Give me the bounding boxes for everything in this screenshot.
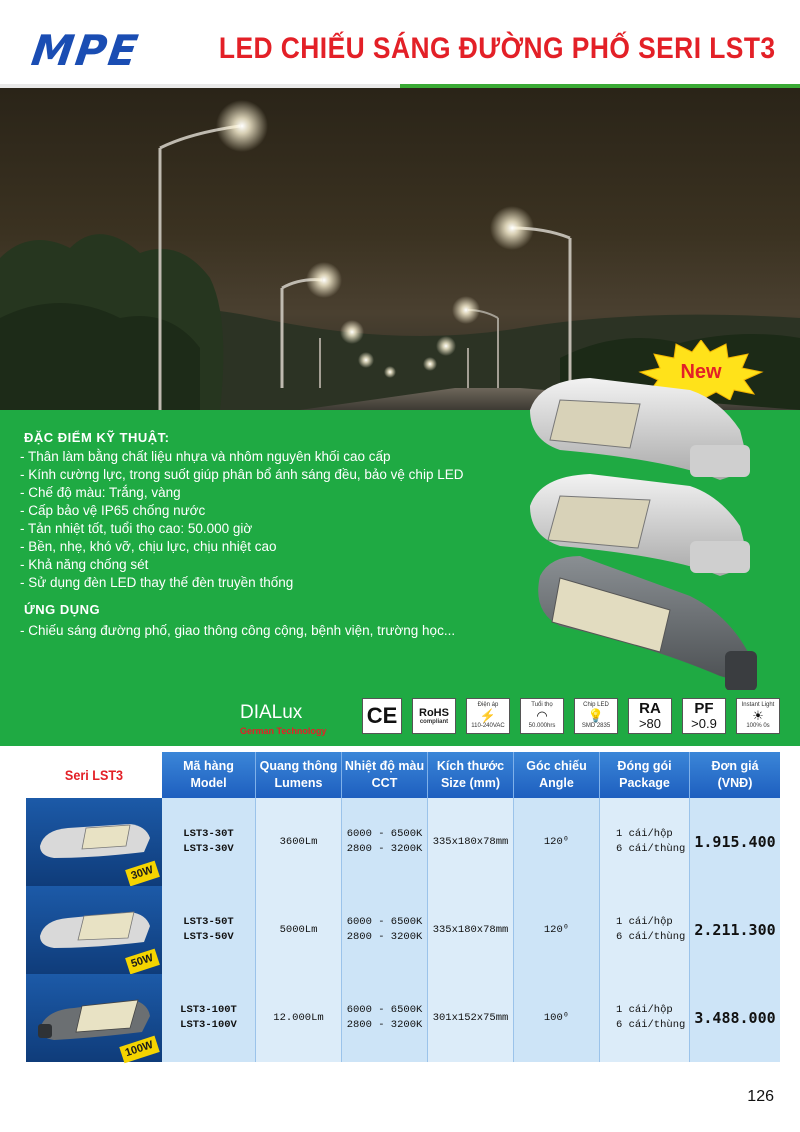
ce-mark-badge bbox=[362, 698, 402, 734]
cct-cell bbox=[342, 798, 428, 886]
size-cell: 335x180x78mm bbox=[428, 798, 514, 886]
package-cell bbox=[600, 886, 690, 974]
package-cell bbox=[600, 798, 690, 886]
price-cell: 3.488.000 bbox=[690, 974, 780, 1062]
lumens-cell: 5000Lm bbox=[256, 886, 342, 974]
column-header-vi: Góc chiếu bbox=[526, 759, 587, 773]
page-title: LED CHIẾU SÁNG ĐƯỜNG PHỐ SERI LST3 bbox=[219, 32, 776, 65]
column-header-vi: Nhiệt độ màu bbox=[344, 759, 425, 773]
sun-icon: ☀ bbox=[752, 708, 764, 723]
page-header bbox=[0, 0, 800, 88]
angle-cell: 120⁰ bbox=[514, 886, 600, 974]
column-header-vi: Đơn giá bbox=[711, 759, 759, 773]
model-code: LST3-50T bbox=[183, 916, 234, 928]
cct-cell bbox=[342, 886, 428, 974]
table-row bbox=[26, 798, 780, 886]
package-value: 1 cái/hộp bbox=[616, 828, 673, 840]
package-value: 6 cái/thùng bbox=[616, 931, 686, 943]
instant-light-badge bbox=[736, 698, 780, 734]
spec-list bbox=[20, 448, 463, 592]
price-cell: 2.211.300 bbox=[690, 886, 780, 974]
voltage-label: Điện áp bbox=[477, 702, 499, 708]
rohs-label: RoHS bbox=[419, 706, 449, 719]
ra-value: >80 bbox=[638, 716, 662, 731]
list-item: - Sử dụng đèn LED thay thế đèn truyền thống bbox=[20, 575, 294, 590]
cct-value: 2800 - 3200K bbox=[346, 931, 423, 943]
column-header-vi: Đóng gói bbox=[617, 759, 672, 773]
column-header-en: Angle bbox=[539, 776, 574, 790]
model-cell bbox=[162, 886, 256, 974]
application-list bbox=[20, 622, 455, 640]
column-header-cct bbox=[342, 752, 428, 798]
model-cell bbox=[162, 974, 256, 1062]
table-header bbox=[26, 752, 780, 798]
lamp-thumbnail-icon bbox=[34, 812, 154, 872]
column-header-size bbox=[428, 752, 514, 798]
wattage-tag: 100W bbox=[120, 1036, 160, 1064]
price-cell: 1.915.400 bbox=[690, 798, 780, 886]
list-item: - Kính cường lực, trong suốt giúp phân bổ ánh sáng đều, bảo vệ chip LED bbox=[20, 467, 464, 482]
column-header-vi: Mã hàng bbox=[183, 759, 234, 773]
model-code: LST3-100T bbox=[180, 1004, 237, 1016]
spec-heading: ĐẶC ĐIỂM KỸ THUẬT: bbox=[24, 430, 170, 445]
package-value: 6 cái/thùng bbox=[616, 1019, 686, 1031]
cct-value: 2800 - 3200K bbox=[346, 843, 423, 855]
chip-led-badge bbox=[574, 698, 618, 734]
lumens-cell: 12.000Lm bbox=[256, 974, 342, 1062]
lifetime-value: 50.000hrs bbox=[528, 723, 556, 729]
lamp-thumbnail-icon bbox=[34, 900, 154, 960]
brand-logo: MPE bbox=[28, 26, 143, 75]
list-item: - Tản nhiệt tốt, tuổi thọ cao: 50.000 giờ bbox=[20, 521, 253, 536]
lamp-30w-illustration bbox=[530, 378, 750, 480]
product-thumbnail bbox=[26, 886, 162, 974]
list-item: - Bền, nhẹ, khó vỡ, chịu lực, chịu nhiệt cao bbox=[20, 539, 277, 554]
angle-cell: 120⁰ bbox=[514, 798, 600, 886]
chip-led-label: Chip LED bbox=[583, 702, 609, 708]
column-header-lumens bbox=[256, 752, 342, 798]
cct-value: 6000 - 6500K bbox=[346, 1004, 423, 1016]
cct-value: 6000 - 6500K bbox=[346, 916, 423, 928]
cct-value: 2800 - 3200K bbox=[346, 1019, 423, 1031]
pf-label: PF bbox=[694, 700, 714, 717]
gauge-icon: ◠ bbox=[536, 708, 548, 723]
list-item: - Chế độ màu: Trắng, vàng bbox=[20, 485, 181, 500]
column-header-vi: Kích thước bbox=[436, 759, 505, 773]
size-cell: 335x180x78mm bbox=[428, 886, 514, 974]
voltage-value: 110-240VAC bbox=[471, 723, 505, 729]
package-cell bbox=[600, 974, 690, 1062]
column-header-model bbox=[162, 752, 256, 798]
wattage-tag: 50W bbox=[125, 949, 159, 975]
lifetime-label: Tuổi thọ bbox=[531, 702, 553, 708]
model-cell bbox=[162, 798, 256, 886]
ra-badge bbox=[628, 698, 672, 734]
list-item: - Thân làm bằng chất liệu nhựa và nhôm nguyên khối cao cấp bbox=[20, 449, 391, 464]
rohs-sublabel: compliant bbox=[419, 718, 449, 725]
column-header-en: Package bbox=[619, 776, 670, 790]
package-value: 1 cái/hộp bbox=[616, 1004, 673, 1016]
column-header-angle bbox=[514, 752, 600, 798]
instant-light-value: 100% 0s bbox=[746, 723, 770, 729]
lamp-thumbnail-icon bbox=[34, 988, 154, 1048]
size-cell: 301x152x75mm bbox=[428, 974, 514, 1062]
pf-value: >0.9 bbox=[691, 716, 717, 731]
model-code: LST3-30V bbox=[183, 843, 234, 855]
new-badge-label: New bbox=[680, 361, 722, 383]
list-item: - Chiếu sáng đường phố, giao thông công cộng, bệnh viện, trường học... bbox=[20, 623, 456, 638]
certification-badges bbox=[230, 688, 800, 744]
model-code: LST3-50V bbox=[183, 931, 234, 943]
table-row bbox=[26, 886, 780, 974]
list-item: - Khả năng chống sét bbox=[20, 557, 149, 572]
product-lamps-illustration bbox=[520, 370, 800, 690]
column-header-vi: Quang thông bbox=[259, 759, 338, 773]
model-code: LST3-100V bbox=[180, 1019, 237, 1031]
product-thumbnail bbox=[26, 974, 162, 1062]
table-row bbox=[26, 974, 780, 1062]
cct-cell bbox=[342, 974, 428, 1062]
column-header-package bbox=[600, 752, 690, 798]
application-heading: ỨNG DỤNG bbox=[24, 602, 101, 617]
wattage-tag: 30W bbox=[125, 861, 159, 887]
column-header-en: Model bbox=[190, 776, 227, 790]
column-header-en: (VNĐ) bbox=[717, 776, 753, 790]
list-item: - Cấp bảo vệ IP65 chống nước bbox=[20, 503, 206, 518]
chip-led-value: SMD 2835 bbox=[581, 723, 611, 729]
pf-badge bbox=[682, 698, 726, 734]
lamp-100w-illustration bbox=[538, 556, 757, 690]
lightning-icon: ⚡ bbox=[479, 708, 497, 723]
lumens-cell: 3600Lm bbox=[256, 798, 342, 886]
dialux-logo: DIALux bbox=[240, 702, 303, 723]
dialux-subtitle: German Technology bbox=[240, 726, 327, 736]
package-value: 1 cái/hộp bbox=[616, 916, 673, 928]
ra-label: RA bbox=[639, 700, 661, 717]
model-code: LST3-30T bbox=[183, 828, 234, 840]
lifetime-badge bbox=[520, 698, 564, 734]
series-label: Seri LST3 bbox=[33, 752, 155, 798]
column-header-price bbox=[690, 752, 780, 798]
product-thumbnail bbox=[26, 798, 162, 886]
column-header-en: Lumens bbox=[274, 776, 323, 790]
rohs-badge bbox=[412, 698, 456, 734]
column-header-en: CCT bbox=[371, 776, 398, 790]
angle-cell: 100⁰ bbox=[514, 974, 600, 1062]
bulb-icon: 💡 bbox=[587, 708, 605, 723]
column-header-en: Size (mm) bbox=[440, 776, 501, 790]
ce-mark-label: CE bbox=[366, 703, 398, 728]
instant-light-label: Instant Light bbox=[741, 702, 775, 708]
cct-value: 6000 - 6500K bbox=[346, 828, 423, 840]
package-value: 6 cái/thùng bbox=[616, 843, 686, 855]
voltage-badge bbox=[466, 698, 510, 734]
page-number: 126 bbox=[747, 1088, 774, 1105]
